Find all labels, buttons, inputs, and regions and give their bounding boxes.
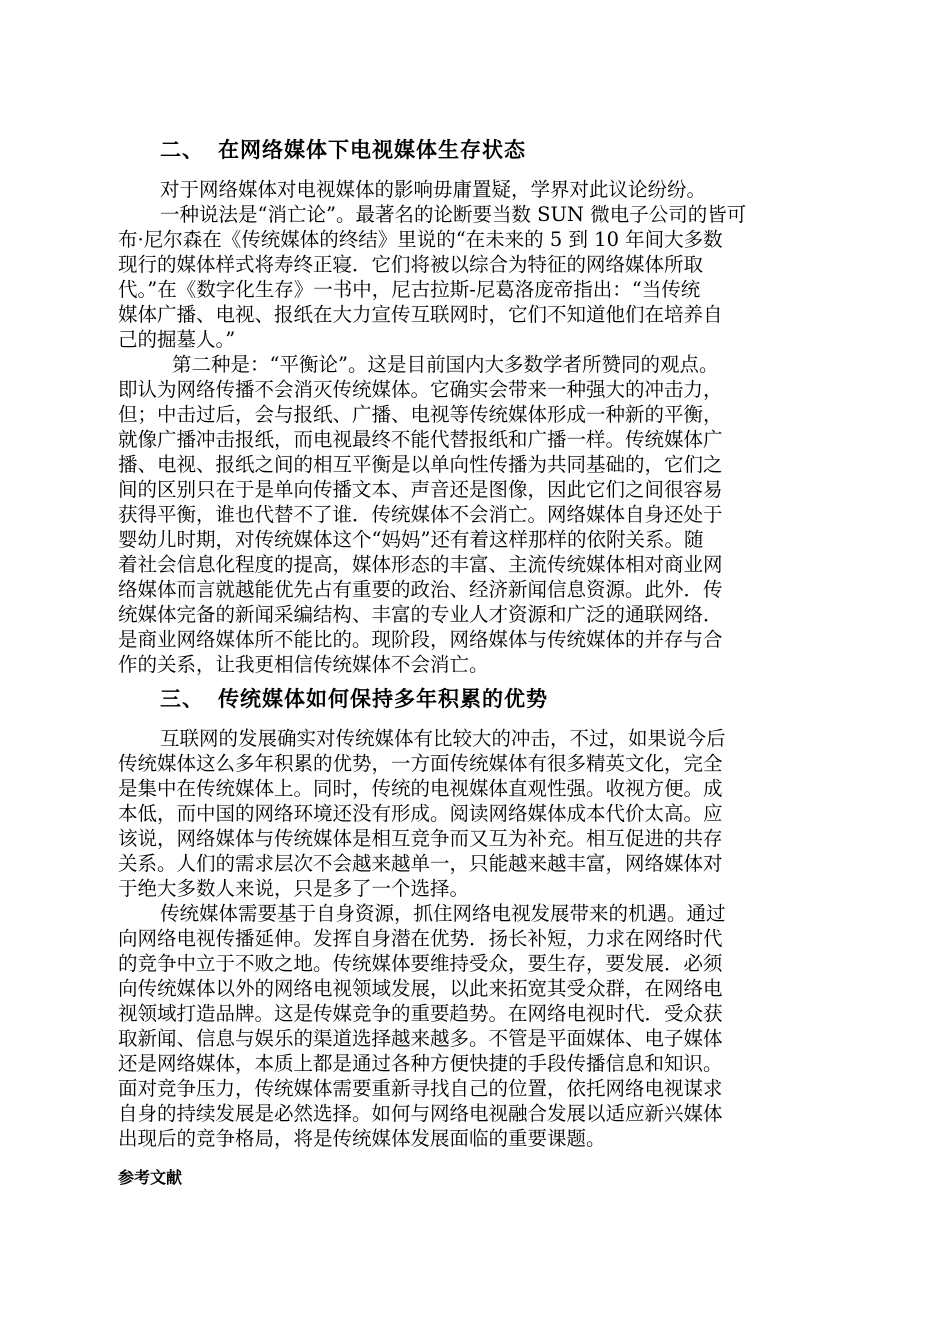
paragraph-line: 代。”在《数字化生存》一书中，尼古拉斯-尼葛洛庞帝指出：“当传统 [118,278,701,301]
paragraph-line: 互联网的发展确实对传统媒体有比较大的冲击，不过，如果说今后 [160,727,726,750]
paragraph-line: 婴幼儿时期，对传统媒体这个“妈妈”还有着这样那样的依附关系。随 [118,528,704,551]
paragraph-line: 就像广播冲击报纸，而电视最终不能代替报纸和广播一样。传统媒体广 [118,428,723,451]
paragraph-line: 作的关系，让我更相信传统媒体不会消亡。 [118,653,489,676]
section-2-heading [160,138,526,162]
paragraph-line: 本低，而中国的网络环境还没有形成。阅读网络媒体成本代价太高。应 [118,802,723,825]
section-2-title: 在网络媒体下电视媒体生存状态 [218,138,526,162]
paragraph-line: 向网络电视传播延伸。发挥自身潜在优势．扬长补短，力求在网络时代 [118,927,723,950]
paragraph-line: 现行的媒体样式将寿终正寝．它们将被以综合为特征的网络媒体所取 [118,253,704,276]
paragraph-line: 己的掘墓人。” [118,328,236,351]
paragraph-line: 还是网络媒体，本质上都是通过各种方便快捷的手段传播信息和知识。 [118,1052,723,1075]
paragraph-line: 获得平衡，谁也代替不了谁．传统媒体不会消亡。网络媒体自身还处于 [118,503,723,526]
paragraph-line: 取新闻、信息与娱乐的渠道选择越来越多。不管是平面媒体、电子媒体 [118,1027,723,1050]
paragraph-line: 即认为网络传播不会消灭传统媒体。它确实会带来一种强大的冲击力， [118,378,723,401]
paragraph-line: 媒体广播、电视、报纸在大力宣传互联网时，它们不知道他们在培养自 [118,303,723,326]
paragraph-line: 统媒体完备的新闻采编结构、丰富的专业人才资源和广泛的通联网络． [118,603,723,626]
section-2-number: 二、 [160,138,204,162]
paragraph-line: 但；中击过后，会与报纸、广播、电视等传统媒体形成一种新的平衡， [118,403,723,426]
paragraph-line: 视领域打造品牌。这是传媒竞争的重要趋势。在网络电视时代．受众获 [118,1002,723,1025]
paragraph-line: 间的区别只在于是单向传播文本、声音还是图像，因此它们之间很容易 [118,478,723,501]
paragraph-line: 是集中在传统媒体上。同时，传统的电视媒体直观性强。收视方便。成 [118,777,723,800]
paragraph-line: 出现后的竞争格局，将是传统媒体发展面临的重要课题。 [118,1127,606,1150]
paragraph-line: 一种说法是“消亡论”。最著名的论断要当数 SUN 微电子公司的皆可 [160,203,747,226]
paragraph-line: 面对竞争压力，传统媒体需要重新寻找自己的位置，依托网络电视谋求 [118,1077,723,1100]
paragraph-line: 于绝大多数人来说，只是多了一个选择。 [118,877,470,900]
paragraph-line: 向传统媒体以外的网络电视领域发展，以此来拓宽其受众群，在网络电 [118,977,723,1000]
paragraph-line: 络媒体而言就越能优先占有重要的政治、经济新闻信息资源。此外．传 [118,578,723,601]
paragraph-line: 该说，网络媒体与传统媒体是相互竞争而又互为补充。相互促进的共存 [118,827,723,850]
paragraph-line: 播、电视、报纸之间的相互平衡是以单向性传播为共同基础的，它们之 [118,453,723,476]
section-3-title: 传统媒体如何保持多年积累的优势 [218,687,548,711]
paragraph-line: 第二种是：“平衡论”。这是目前国内大多数学者所赞同的观点。 [172,353,719,376]
references-heading: 参考文献 [118,1168,183,1187]
paragraph-line: 布·尼尔森在《传统媒体的终结》里说的“在未来的 5 到 10 年间大多数 [118,228,723,251]
paragraph-line: 对于网络媒体对电视媒体的影响毋庸置疑，学界对此议论纷纷。 [160,178,707,201]
paragraph-line: 是商业网络媒体所不能比的。现阶段，网络媒体与传统媒体的并存与合 [118,628,723,651]
paragraph-line: 关系。人们的需求层次不会越来越单一，只能越来越丰富，网络媒体对 [118,852,723,875]
paragraph-line: 传统媒体需要基于自身资源，抓住网络电视发展带来的机遇。通过 [160,902,726,925]
paragraph-line: 的竞争中立于不败之地。传统媒体要维持受众，要生存，要发展．必须 [118,952,723,975]
section-3-number: 三、 [160,687,204,711]
paragraph-line: 传统媒体这么多年积累的优势，一方面传统媒体有很多精英文化，完全 [118,752,723,775]
paragraph-line: 着社会信息化程度的提高，媒体形态的丰富、主流传统媒体相对商业网 [118,553,723,576]
paragraph-line: 自身的持续发展是必然选择。如何与网络电视融合发展以适应新兴媒体 [118,1102,723,1125]
section-3-heading [160,687,548,711]
